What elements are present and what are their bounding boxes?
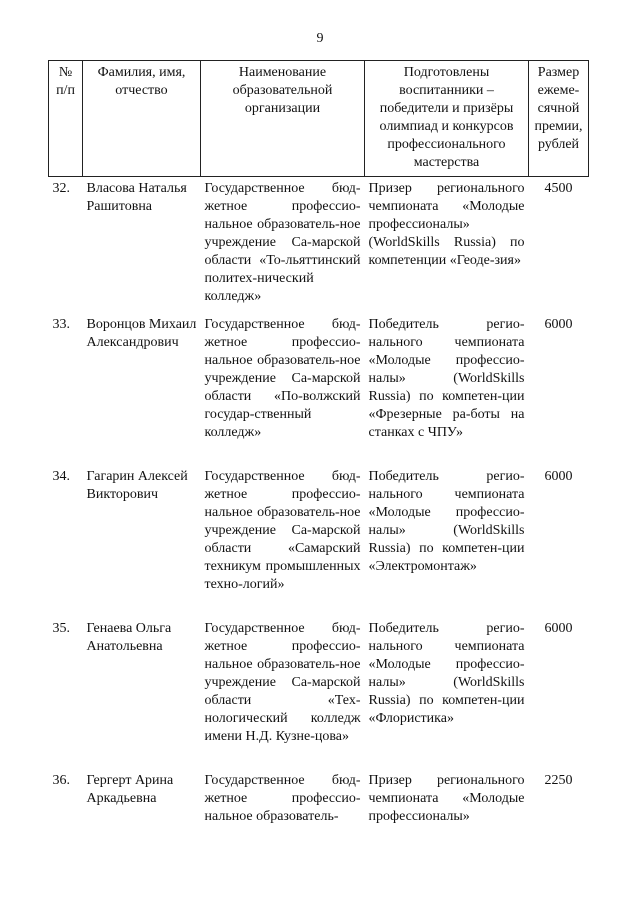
page-number: 9 bbox=[316, 31, 324, 46]
table-header bbox=[49, 61, 589, 177]
row-number: 36. bbox=[52, 773, 70, 788]
row-organization: Государственное бюд-жетное профессио-нальное образователь- bbox=[204, 773, 361, 824]
row-number: 33. bbox=[52, 317, 70, 332]
row-achievement: Победитель регио-нального чемпионата «Молодые профессио-налы» (WorldSkills Russia) по компетен-ции «Фрезерные ра-боты на станках с ЧПУ» bbox=[368, 317, 525, 440]
table-row bbox=[49, 772, 589, 832]
row-full-name: Гергерт Арина Аркадьевна bbox=[86, 773, 174, 806]
header-full-name: Фамилия, имя, отчество bbox=[83, 61, 201, 177]
row-organization: Государственное бюд-жетное профессио-нальное образователь-ное учреждение Са-марской области «То-льяттинский политех-нический колледж» bbox=[204, 181, 361, 304]
row-full-name: Власова Наталья Рашитовна bbox=[86, 181, 187, 214]
row-full-name: Генаева Ольга Анатольевна bbox=[86, 621, 172, 654]
header-achievement: Подготовлены воспитанники – победители и призёры олимпиад и конкурсов профессионального мастерства bbox=[365, 61, 529, 177]
row-achievement: Призер регионального чемпионата «Молодые профессионалы» bbox=[368, 773, 525, 824]
header-organization: Наименование образовательной организации bbox=[201, 61, 365, 177]
table-row bbox=[49, 180, 589, 316]
table-row bbox=[49, 316, 589, 468]
row-amount: 6000 bbox=[544, 317, 573, 332]
row-amount: 6000 bbox=[544, 621, 573, 636]
row-full-name: Гагарин Алексей Викторович bbox=[86, 469, 188, 502]
header-number: № п/п bbox=[49, 61, 83, 177]
row-achievement: Победитель регио-нального чемпионата «Молодые профессио-налы» (WorldSkills Russia) по компетен-ции «Электромонтаж» bbox=[368, 469, 525, 574]
row-amount: 2250 bbox=[544, 773, 573, 788]
table-row bbox=[49, 620, 589, 772]
row-organization: Государственное бюд-жетное профессио-нальное образователь-ное учреждение Са-марской области «Самарский техникум промышленных техно-логий» bbox=[204, 469, 361, 592]
awards-table bbox=[48, 60, 589, 832]
row-amount: 6000 bbox=[544, 469, 573, 484]
row-organization: Государственное бюд-жетное профессио-нальное образователь-ное учреждение Са-марской области «Тех-нологический колледж имени Н.Д. Кузне-цова» bbox=[204, 621, 361, 744]
table-body bbox=[49, 177, 589, 833]
row-number: 35. bbox=[52, 621, 70, 636]
table-row bbox=[49, 468, 589, 620]
header-bonus-amount: Размер ежеме-сячной премии, рублей bbox=[529, 61, 589, 177]
row-achievement: Победитель регио-нального чемпионата «Молодые профессио-налы» (WorldSkills Russia) по компетен-ции «Флористика» bbox=[368, 621, 525, 726]
row-organization: Государственное бюд-жетное профессио-нальное образователь-ное учреждение Са-марской области «По-волжский государ-ственный колледж» bbox=[204, 317, 361, 440]
row-amount: 4500 bbox=[544, 181, 573, 196]
row-full-name: Воронцов Михаил Александрович bbox=[86, 317, 197, 350]
row-achievement: Призер регионального чемпионата «Молодые профессионалы» (WorldSkills Russia) по компетенции «Геоде-зия» bbox=[368, 181, 525, 268]
row-number: 32. bbox=[52, 181, 70, 196]
row-number: 34. bbox=[52, 469, 70, 484]
